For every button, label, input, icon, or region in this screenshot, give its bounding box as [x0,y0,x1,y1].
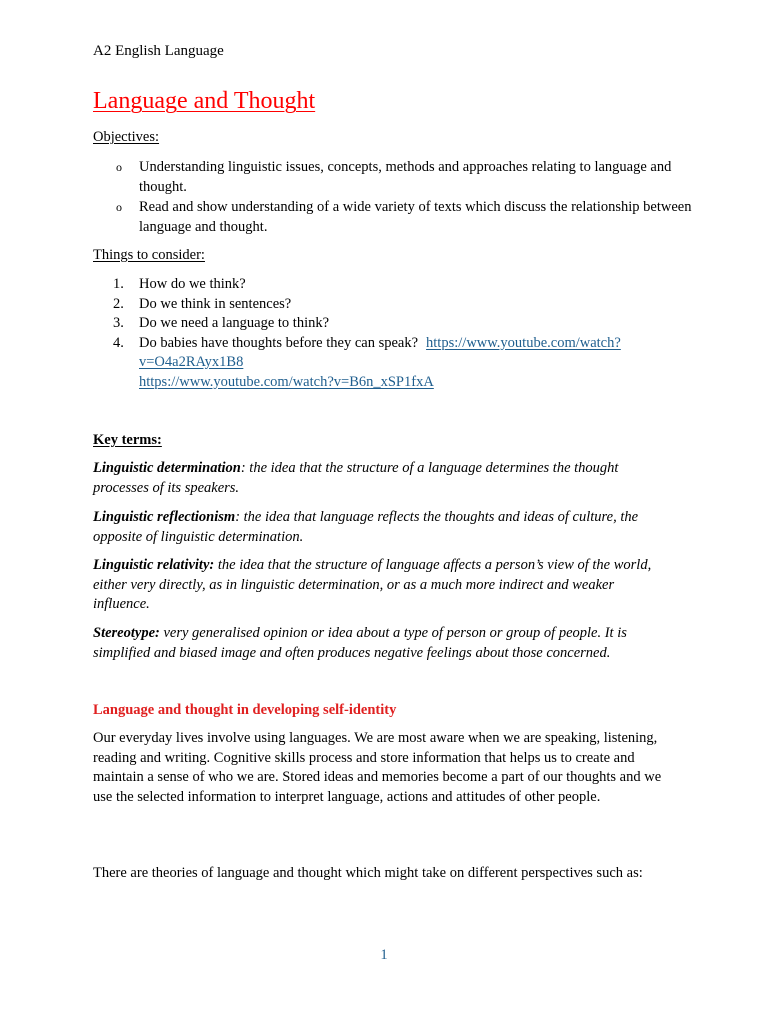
objectives-list [113,157,693,237]
key-term-name: Linguistic relativity: [93,557,215,573]
question-text: Do babies have thoughts before they can speak? [139,334,419,351]
objectives-heading: Objectives: [93,129,160,145]
list-item [113,314,693,334]
key-term-text: the idea that the structure of language affects a person’s view of the world, either very directly, as in linguistic determination, or as a much more indirect and weaker influence. [93,557,652,612]
youtube-link-1[interactable]: https://www.youtube.com/watch?v=O4a2RAyx1B8 [139,334,621,370]
bullet-icon: o [116,160,122,174]
list-item [113,197,693,237]
objective-text: Understanding linguistic issues, concepts, methods and approaches relating to language and thought. [139,159,672,195]
key-term-text: very generalised opinion or idea about a type of person or group of people. It is simplified and biased image and often produces negative feelings about those concerned. [93,625,627,661]
body-paragraph: Our everyday lives involve using languages. We are most aware when we are speaking, listening, reading and writing. Cognitive skills process and store information that helps us to create and maintain a sense of who we are. Stored ideas and memories become a part of our thoughts and we use the selected information to interpret language, actions and attitudes of other people. [93,730,662,805]
key-term-definition [93,556,673,615]
key-term-name: Linguistic reflectionism [93,509,236,525]
objective-text: Read and show understanding of a wide variety of texts which discuss the relationship between language and thought. [139,199,692,235]
key-term-text: : the idea that the structure of a language determines the thought processes of its speakers. [93,460,619,496]
key-term-name: Linguistic determination [93,460,241,476]
question-text: Do we think in sentences? [139,295,292,312]
list-number: 1. [113,276,124,292]
list-item [113,157,693,197]
page-header: A2 English Language [93,43,224,59]
bullet-icon: o [116,200,122,214]
page-number: 1 [380,947,388,963]
key-terms-heading: Key terms: [93,432,162,448]
things-to-consider-list [113,275,693,392]
body-paragraph: There are theories of language and thought which might take on different perspectives such as: [93,865,643,881]
key-term-definition [93,459,673,498]
list-number: 4. [113,334,124,351]
list-item [113,295,693,315]
key-term-definition [93,624,673,663]
youtube-link-2[interactable]: https://www.youtube.com/watch?v=B6n_xSP1fxA [139,373,434,390]
list-item [113,275,693,295]
key-term-name: Stereotype: [93,625,160,641]
list-number: 2. [113,295,124,312]
list-number: 3. [113,315,124,331]
key-term-text: : the idea that language reflects the thoughts and ideas of culture, the opposite of linguistic determination. [93,509,639,545]
document-title: Language and Thought [93,88,316,114]
question-text: How do we think? [139,276,246,292]
things-to-consider-heading: Things to consider: [93,247,205,263]
question-text: Do we need a language to think? [139,315,330,331]
section-heading: Language and thought in developing self-identity [93,702,397,718]
key-term-definition [93,508,673,547]
list-item [113,334,693,393]
